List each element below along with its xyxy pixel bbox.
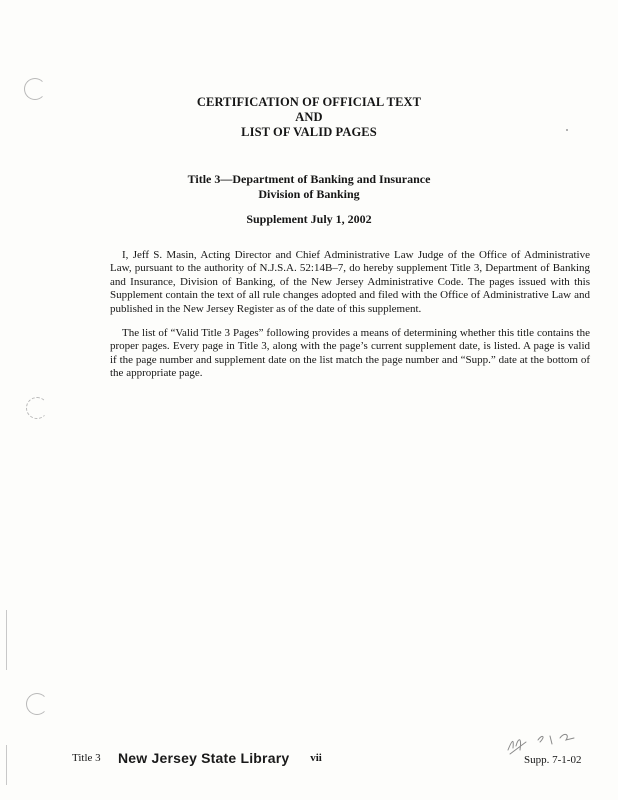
certification-paragraph	[110, 249, 590, 316]
title-line-2: Division of Banking	[258, 187, 360, 201]
paragraph-2-line: contains the proper pages. Every page in Title 3, along with the page’s current supplement date, is	[110, 327, 590, 353]
supplement-footer: Supp. 7-1-02	[524, 754, 582, 766]
title-line-1: Title 3—Department of Banking and Insurance	[187, 172, 431, 186]
certification-heading	[0, 95, 618, 140]
punch-hole-bottom	[26, 693, 48, 715]
margin-line-upper	[6, 610, 7, 670]
paragraph-1-line: with the Office of Administrative Law and published in the New Jersey Register as of the date of	[110, 289, 590, 315]
heading-line-3: LIST OF VALID PAGES	[241, 125, 377, 139]
library-stamp: New Jersey State Library	[118, 750, 290, 766]
punch-hole-middle	[26, 397, 48, 419]
title-heading	[0, 172, 618, 202]
paragraph-1-line: Code. The pages issued with this Supplement contain the text of all rule changes adopted and filed	[110, 275, 590, 302]
paragraph-2-line: listed. A page is valid if the page number and supplement date on the list match the page number	[110, 340, 590, 366]
supplement-date-heading: Supplement July 1, 2002	[246, 212, 372, 226]
certification-body	[110, 249, 590, 392]
heading-line-1: CERTIFICATION OF OFFICIAL TEXT	[196, 95, 422, 109]
page-number: vii	[310, 752, 322, 764]
paragraph-1-line: this supplement.	[349, 302, 422, 315]
paragraph-2-line: and “Supp.” date at the bottom of the appropriate page.	[110, 353, 591, 380]
paragraph-1-line: I, Jeff S. Masin, Acting Director and Chief Administrative Law Judge of the Office of	[122, 249, 524, 261]
valid-pages-paragraph	[110, 327, 590, 381]
paragraph-1-line: Department of Banking and Insurance, Division of Banking, of the New Jersey Administrative	[110, 262, 590, 288]
heading-line-2: AND	[295, 110, 323, 124]
footer-title: Title 3	[72, 752, 101, 764]
margin-line-lower	[6, 745, 7, 785]
paragraph-1-line: Administrative Law, pursuant to the authority of N.J.S.A. 52:14B–7, do hereby supplement Title 3,	[110, 249, 590, 275]
paragraph-2-line: The list of “Valid Title 3 Pages” following provides a means of determining whether this title	[122, 327, 537, 340]
